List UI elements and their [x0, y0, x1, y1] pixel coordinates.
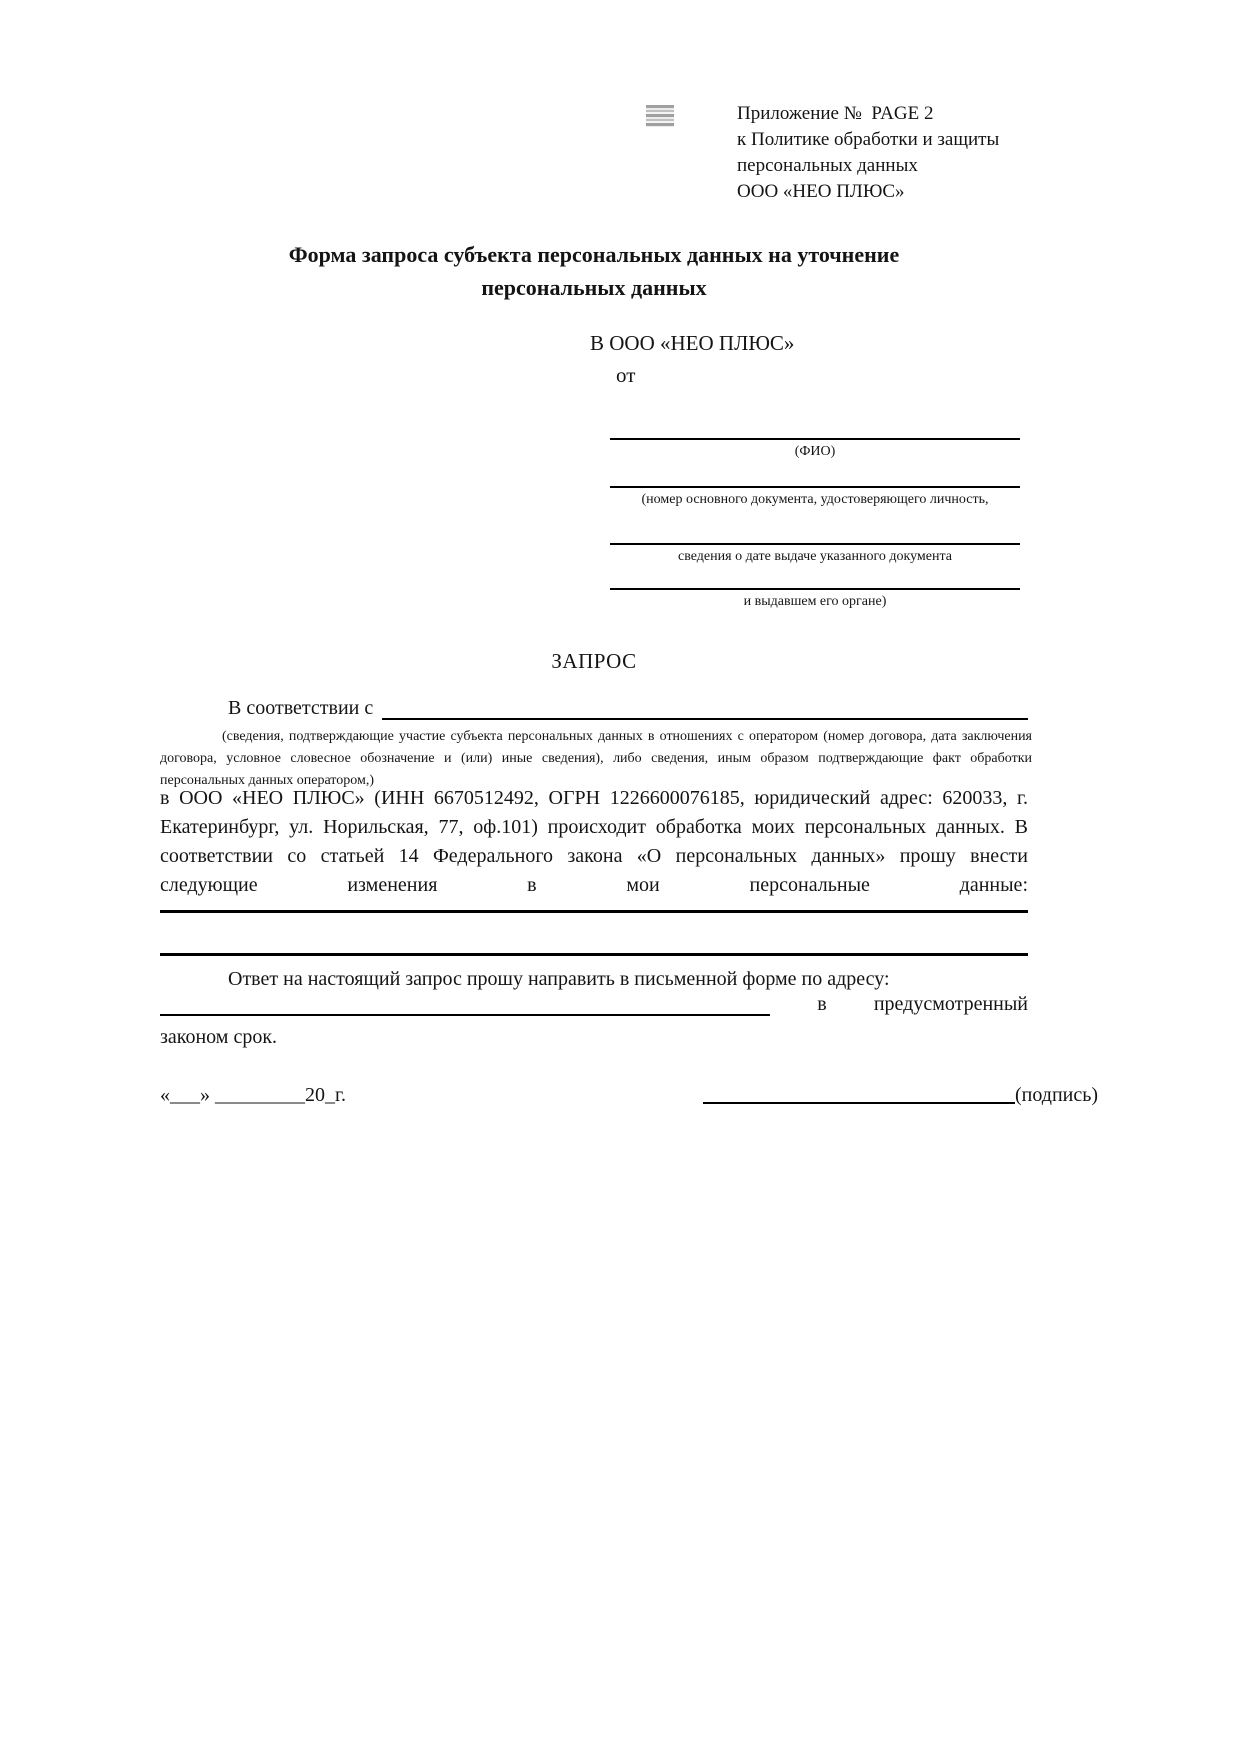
title-line-1: Форма запроса субъекта персональных данных на уточнение — [288, 242, 900, 267]
from-label: от — [616, 363, 636, 387]
response-closing: законом срок. — [160, 1026, 278, 1048]
request-intro-prefix: В соответствии с — [228, 697, 374, 719]
document-number-caption: (номер основного документа, удостоверяющего личность, — [641, 492, 989, 507]
header-line-personal-data: персональных данных — [737, 155, 918, 176]
issue-date-caption: сведения о дате выдаче указанного документа — [678, 549, 952, 564]
request-body-paragraph: в ООО «НЕО ПЛЮС» (ИНН 6670512492, ОГРН 1226600076185, юридический адрес: 620033, г. Екатеринбург, ул. Норильская, 77, оф.101) происходит обработка моих персональных данных. В соответствии со статьей 14 Федерального закона «О персональных данных» прошу внести следующие изменения в мои персональные данные: — [160, 787, 1028, 896]
header-line-policy: к Политике обработки и защиты — [737, 129, 1000, 150]
date-fill-line: «___» _________20_г. — [160, 1084, 346, 1106]
response-intro: Ответ на настоящий запрос прошу направить в письменной форме по адресу: — [228, 968, 890, 990]
header-line-appendix: Приложение № PAGE 2 — [737, 103, 934, 124]
field-issuing-authority — [610, 588, 1020, 611]
fio-caption: (ФИО) — [794, 444, 836, 459]
addressee-company: В ООО «НЕО ПЛЮС» — [590, 331, 795, 355]
address-blank-line — [160, 992, 770, 1016]
title-line-2: персональных данных — [481, 275, 707, 300]
basis-footnote: (сведения, подтверждающие участие субъекта персональных данных в отношениях с оператором (номер договора, дата заключения договора, условное словесное обозначение и (или) иные сведения), либо сведения, иным образом подтверждающие факт обработки персональных данных оператором,) — [160, 729, 1032, 788]
response-word-v: в — [817, 993, 827, 1015]
response-address-row — [160, 992, 1028, 1016]
embedded-object-artifact — [646, 105, 674, 127]
document-title — [160, 238, 1028, 304]
response-word-predusmotrennyi: предусмотренный — [873, 993, 1028, 1015]
field-fio — [610, 438, 1020, 461]
signature-caption: (подпись) — [1015, 1084, 1099, 1106]
document-header — [737, 101, 1057, 205]
changes-blank-line-1 — [160, 910, 1028, 913]
request-intro-row — [160, 694, 1028, 720]
request-heading: ЗАПРОС — [551, 649, 637, 673]
signature-blank-line — [703, 1080, 1015, 1104]
field-document-number — [610, 486, 1020, 509]
basis-blank-line — [382, 694, 1028, 720]
header-line-company: ООО «НЕО ПЛЮС» — [737, 181, 905, 202]
issuing-authority-caption: и выдавшем его органе) — [743, 594, 887, 609]
changes-blank-line-2 — [160, 953, 1028, 956]
field-issue-date — [610, 543, 1020, 566]
